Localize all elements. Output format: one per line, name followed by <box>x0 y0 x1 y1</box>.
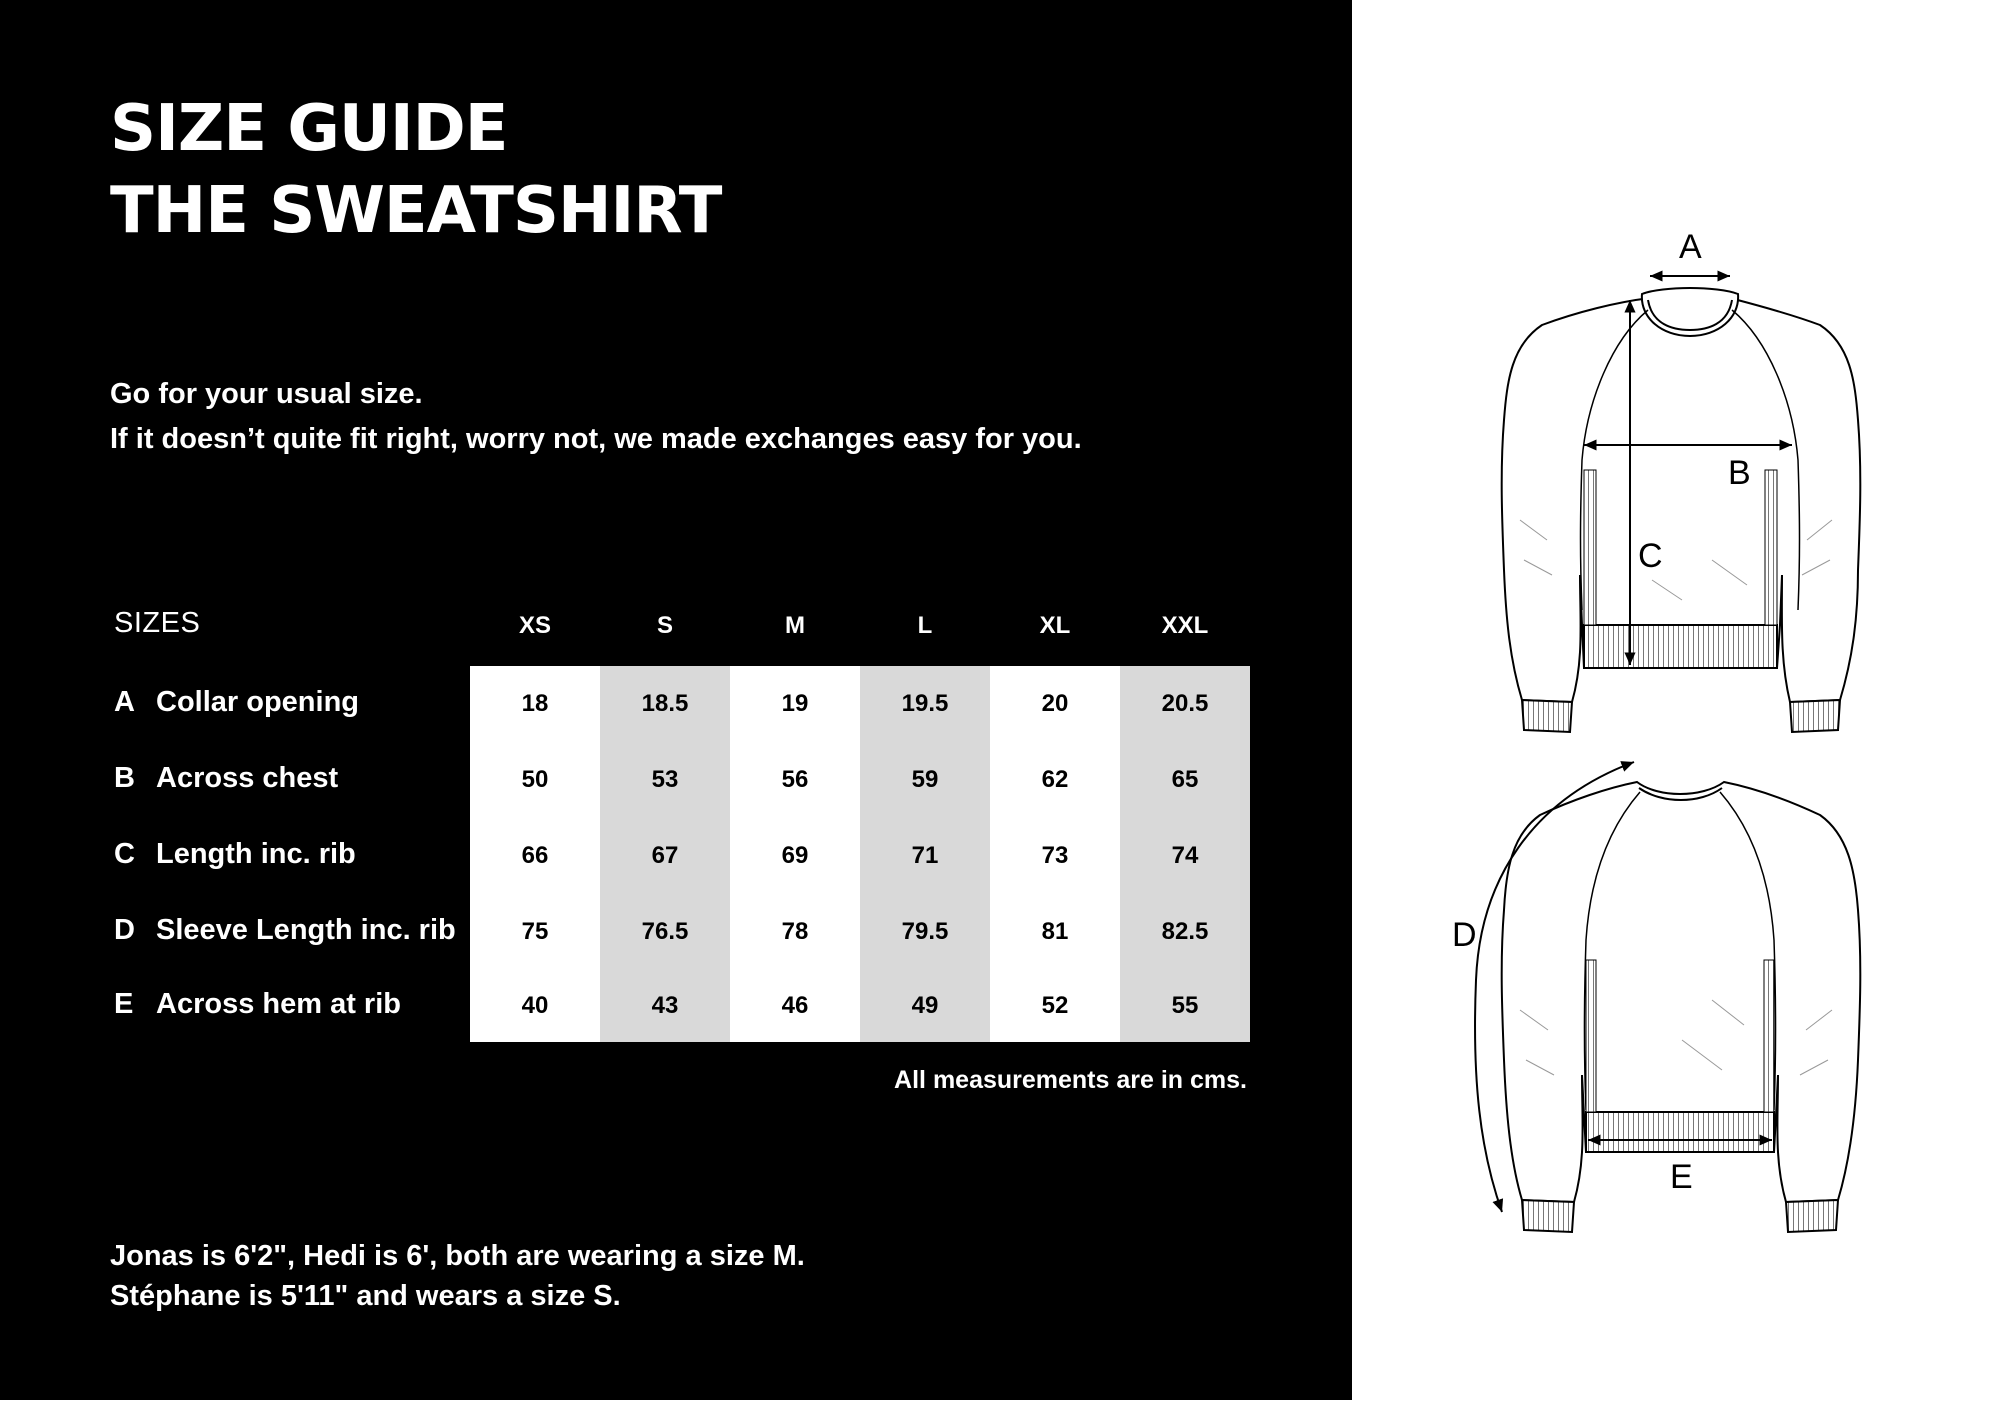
table-cell: 65 <box>1120 742 1250 818</box>
table-cell: 74 <box>1120 818 1250 894</box>
sweatshirt-diagram <box>1352 0 2000 1400</box>
model-size-note <box>110 1236 805 1316</box>
row-letter: A <box>114 686 135 718</box>
intro-text <box>110 372 1082 462</box>
units-note: All measurements are in cms. <box>894 1066 1247 1094</box>
measurements-table <box>470 666 1250 1042</box>
label-a: A <box>1679 228 1702 266</box>
row-name: Collar opening <box>156 686 359 718</box>
table-cell: 78 <box>730 894 860 970</box>
table-cell: 20.5 <box>1120 666 1250 742</box>
table-cell: 20 <box>990 666 1120 742</box>
size-header-m: M <box>785 612 805 639</box>
table-cell: 18.5 <box>600 666 730 742</box>
table-cell: 66 <box>470 818 600 894</box>
back-cuff-right <box>1786 1200 1838 1232</box>
front-side-panel-left <box>1584 470 1596 625</box>
front-cuff-right <box>1790 700 1840 732</box>
table-cell: 52 <box>990 970 1120 1042</box>
title-line-2: THE SWEATSHIRT <box>110 174 722 248</box>
table-cell: 82.5 <box>1120 894 1250 970</box>
label-e: E <box>1670 1158 1693 1196</box>
table-cell: 81 <box>990 894 1120 970</box>
row-name: Across hem at rib <box>156 988 401 1020</box>
table-cell: 53 <box>600 742 730 818</box>
row-name: Length inc. rib <box>156 838 356 870</box>
row-name: Sleeve Length inc. rib <box>156 914 456 946</box>
table-cell: 73 <box>990 818 1120 894</box>
size-header-xl: XL <box>1039 612 1071 639</box>
size-header-s: S <box>656 612 673 639</box>
table-cell: 67 <box>600 818 730 894</box>
page-title <box>110 88 721 252</box>
back-side-panel-left <box>1586 960 1596 1112</box>
table-cell: 19.5 <box>860 666 990 742</box>
back-side-panel-right <box>1764 960 1774 1112</box>
sweatshirt-illustration <box>1352 0 2000 1400</box>
size-header-xs: XS <box>518 612 551 639</box>
table-cell: 40 <box>470 970 600 1042</box>
front-side-panel-right <box>1765 470 1777 625</box>
row-letter: B <box>114 762 135 794</box>
front-view <box>1502 288 1861 732</box>
model-note-line-1: Jonas is 6'2", Hedi is 6', both are wearing a size M. <box>110 1240 805 1272</box>
table-cell: 50 <box>470 742 600 818</box>
label-c: C <box>1638 537 1663 575</box>
row-label-across-chest <box>114 762 338 795</box>
front-hem-rib <box>1584 625 1777 668</box>
table-cell: 56 <box>730 742 860 818</box>
table-cell: 18 <box>470 666 600 742</box>
row-name: Across chest <box>156 762 339 794</box>
table-cell: 76.5 <box>600 894 730 970</box>
intro-line-1: Go for your usual size. <box>110 378 423 410</box>
row-label-across-hem <box>114 988 401 1021</box>
table-cell: 59 <box>860 742 990 818</box>
intro-line-2: If it doesn’t quite fit right, worry not, we made exchanges easy for you. <box>110 423 1082 455</box>
table-cell: 46 <box>730 970 860 1042</box>
title-line-1: SIZE GUIDE <box>110 92 508 166</box>
back-cuff-left <box>1522 1200 1574 1232</box>
table-cell: 69 <box>730 818 860 894</box>
size-header-l: L <box>917 612 933 639</box>
row-letter: D <box>114 914 135 946</box>
table-cell: 19 <box>730 666 860 742</box>
front-cuff-left <box>1522 700 1572 732</box>
row-label-length <box>114 838 356 871</box>
row-label-sleeve-length <box>114 914 456 947</box>
table-cell: 71 <box>860 818 990 894</box>
table-cell: 43 <box>600 970 730 1042</box>
label-b: B <box>1728 454 1751 492</box>
sizes-header: SIZES <box>114 607 201 639</box>
table-cell: 49 <box>860 970 990 1042</box>
row-letter: E <box>114 988 134 1020</box>
table-cell: 75 <box>470 894 600 970</box>
table-cell: 62 <box>990 742 1120 818</box>
row-letter: C <box>114 838 135 870</box>
label-d: D <box>1452 916 1477 954</box>
size-header-xxl: XXL <box>1161 612 1209 639</box>
row-label-collar-opening <box>114 686 359 719</box>
table-cell: 79.5 <box>860 894 990 970</box>
back-hem-rib <box>1586 1112 1774 1152</box>
table-cell: 55 <box>1120 970 1250 1042</box>
model-note-line-2: Stéphane is 5'11" and wears a size S. <box>110 1280 621 1312</box>
